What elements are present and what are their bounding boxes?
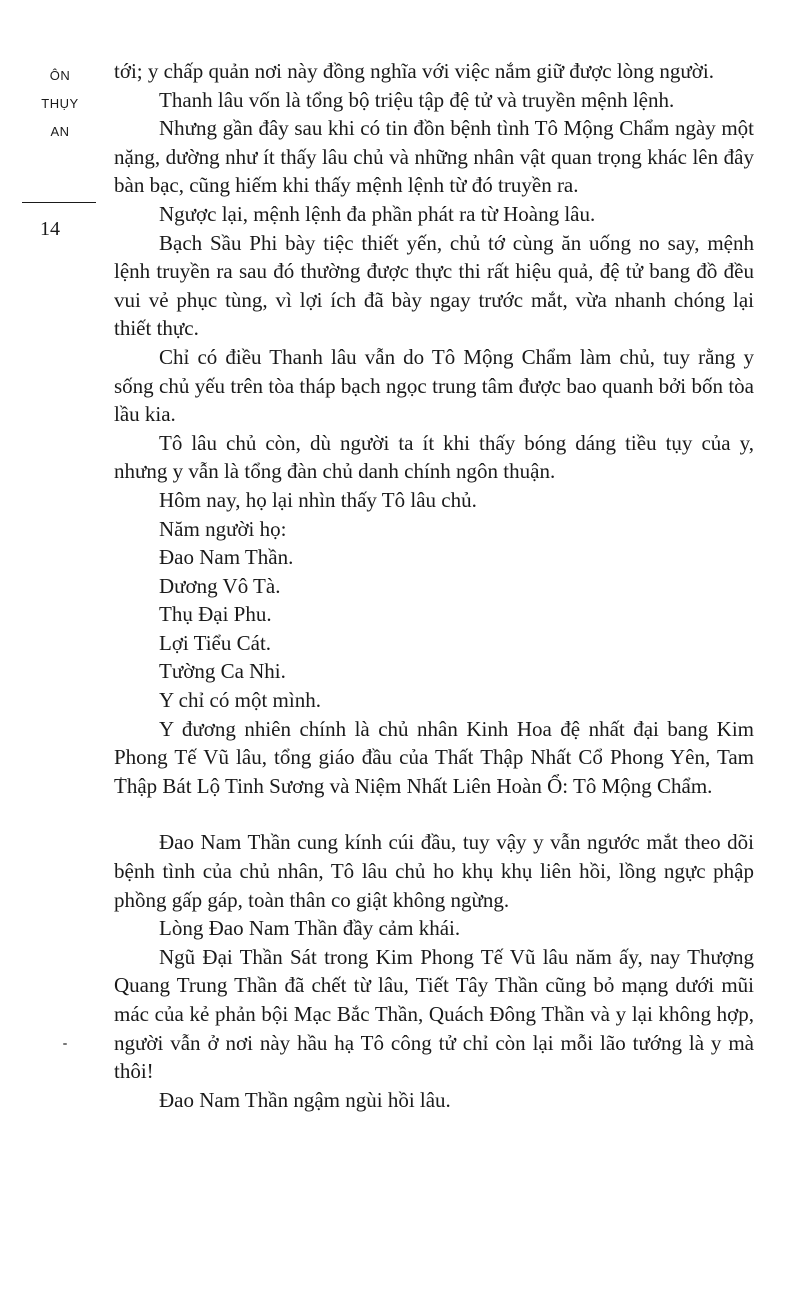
paragraph: Năm người họ:	[159, 516, 287, 541]
body-text	[114, 57, 754, 1114]
paragraph: Nhưng gần đây sau khi có tin đồn bệnh tình Tô Mộng Chẩm ngày một nặng, dường như ít thấy lâu chủ và những nhân vật quan trọng khác lên đây bàn bạc, cũng hiếm khi thấy mệnh lệnh từ đó truyền ra.	[114, 116, 754, 198]
paragraph: tới; y chấp quản nơi này đồng nghĩa với việc nắm giữ được lòng người.	[114, 59, 714, 83]
scan-speck	[63, 1043, 67, 1045]
paragraph: Thanh lâu vốn là tổng bộ triệu tập đệ tử và truyền mệnh lệnh.	[159, 87, 675, 112]
paragraph: Y đương nhiên chính là chủ nhân Kinh Hoa đệ nhất đại bang Kim Phong Tế Vũ lâu, tổng giáo đầu của Thất Thập Nhất Cổ Phong Yên, Tam Thập Bát Lộ Tinh Sương và Niệm Nhất Liên Hoàn Ổ: Tô Mộng Chẩm.	[114, 716, 754, 798]
paragraph: Thụ Đại Phu.	[159, 602, 272, 627]
paragraph: Đao Nam Thần.	[159, 545, 294, 570]
page-sidebar	[0, 0, 110, 300]
author-line-3: AN	[50, 124, 70, 139]
paragraph: Đao Nam Thần ngậm ngùi hồi lâu.	[159, 1087, 451, 1112]
paragraph: Tô lâu chủ còn, dù người ta ít khi thấy bóng dáng tiều tụy của y, nhưng y vẫn là tổng đàn chủ danh chính ngôn thuận.	[114, 430, 754, 484]
paragraph: Đao Nam Thần cung kính cúi đầu, tuy vậy y vẫn ngước mắt theo dõi bệnh tình của chủ nhân, Tô lâu chủ ho khụ khụ liên hồi, lồng ngực phập phồng gấp gáp, toàn thân co giật không ngừng.	[114, 830, 754, 912]
sidebar-divider	[22, 202, 96, 203]
page-number: 14	[40, 218, 60, 240]
paragraph: Lòng Đao Nam Thần đầy cảm khái.	[159, 916, 461, 941]
paragraph: Chỉ có điều Thanh lâu vẫn do Tô Mộng Chẩm làm chủ, tuy rằng y sống chủ yếu trên tòa tháp bạch ngọc trung tâm được bao quanh bởi bốn tòa lầu kia.	[114, 344, 754, 427]
author-line-1: ÔN	[49, 68, 71, 83]
author-line-2: THỤY	[41, 96, 79, 111]
paragraph: Y chỉ có một mình.	[159, 688, 321, 713]
paragraph: Bạch Sầu Phi bày tiệc thiết yến, chủ tớ cùng ăn uống no say, mệnh lệnh truyền ra sau đó thường được thực thi rất hiệu quả, đệ tử bang đồ đều vui vẻ phục tùng, vì lợi ích đã bày ngay trước mắt, vừa nhanh chóng lại thiết thực.	[114, 230, 754, 341]
paragraph: Hôm nay, họ lại nhìn thấy Tô lâu chủ.	[159, 487, 477, 512]
paragraph: Ngược lại, mệnh lệnh đa phần phát ra từ Hoàng lâu.	[159, 201, 596, 226]
paragraph: Lợi Tiểu Cát.	[159, 630, 272, 655]
paragraph: Tường Ca Nhi.	[159, 659, 286, 684]
author-name	[20, 62, 100, 146]
paragraph: Ngũ Đại Thần Sát trong Kim Phong Tế Vũ lâu năm ấy, nay Thượng Quang Trung Thần đã chết từ lâu, Tiết Tây Thần cũng bỏ mạng dưới mũi mác của kẻ phản bội Mạc Bắc Thần, Quách Đông Thần và y lại không hợp, người vẫn ở nơi này hầu hạ Tô công tử chỉ còn lại mỗi lão tướng là y mà thôi!	[114, 944, 754, 1084]
paragraph: Dương Vô Tà.	[159, 573, 281, 598]
